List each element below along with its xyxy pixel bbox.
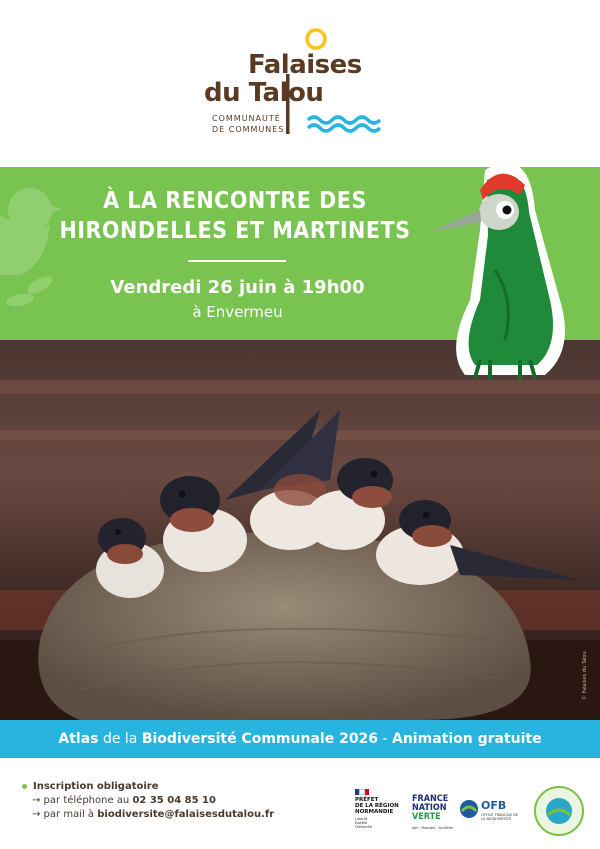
prefet-normandie-logo (355, 789, 405, 829)
atlas-separator: - (378, 731, 392, 747)
free-animation-label: Animation gratuite (392, 731, 542, 747)
ofb-subtitle: OFFICE FRANÇAIS DE LA BIODIVERSITÉ (481, 813, 519, 821)
territoire-text (533, 785, 534, 786)
registration-title (22, 781, 274, 792)
prefet-title: PRÉFET DE LA RÉGION NORMANDIE (355, 797, 399, 815)
atlas-connector: de la (98, 731, 142, 747)
logo-subtitle-line2: DE COMMUNES (212, 125, 285, 134)
logo-title-line2: du Talou (204, 78, 324, 108)
bullet-icon (22, 784, 27, 789)
french-flag-icon (355, 789, 369, 795)
ofb-emblem-icon (459, 799, 479, 819)
phone-line (32, 795, 274, 806)
mail-address[interactable]: biodiversite@falaisesdutalou.fr (97, 809, 275, 820)
photo-credit (582, 640, 592, 700)
woodpecker-mascot-icon (425, 150, 585, 390)
ofb-title: OFB (481, 799, 507, 812)
phone-prefix: → par téléphone au (32, 795, 133, 806)
event-title-line2: HIRONDELLES ET MARTINETS (59, 218, 411, 244)
mail-prefix: → par mail à (32, 809, 98, 820)
event-title (0, 186, 470, 246)
event-date: Vendredi 26 juin à 19h00 (110, 277, 365, 298)
france-nation-verte-logo (412, 795, 453, 833)
territoire-engage-logo (533, 785, 585, 837)
falaises-du-talou-logo (200, 28, 400, 138)
registration-title-text: Inscription obligatoire (33, 781, 159, 792)
fnv-line3: VERTE (412, 812, 441, 822)
biodiversity-label: Biodiversité Communale 2026 (141, 731, 379, 747)
logo-title-line1: Falaises (248, 50, 362, 80)
fnv-line2: NATION (412, 803, 447, 813)
swallows-nest-photo (0, 340, 600, 720)
ofb-logo (459, 795, 521, 825)
title-divider (188, 260, 286, 262)
fnv-motto: Agir · Mobiliser · Accélérer (412, 826, 454, 830)
photo-credit-text: © Falaises du Talou (582, 651, 588, 700)
event-place: à Envermeu (192, 303, 283, 321)
atlas-banner (0, 720, 600, 758)
event-title-line1: À LA RENCONTRE DES (103, 188, 367, 214)
atlas-label: Atlas (58, 731, 99, 747)
logo-subtitle-line1: COMMUNAUTÉ (212, 114, 281, 123)
fnv-line1: FRANCE (412, 794, 449, 804)
prefet-motto: Liberté Égalité Fraternité (355, 817, 372, 829)
registration-info (22, 781, 274, 820)
territoire-emblem-icon (533, 785, 585, 837)
mail-line (32, 809, 274, 820)
partner-logos (355, 785, 590, 840)
phone-number[interactable]: 02 35 04 85 10 (132, 795, 216, 806)
